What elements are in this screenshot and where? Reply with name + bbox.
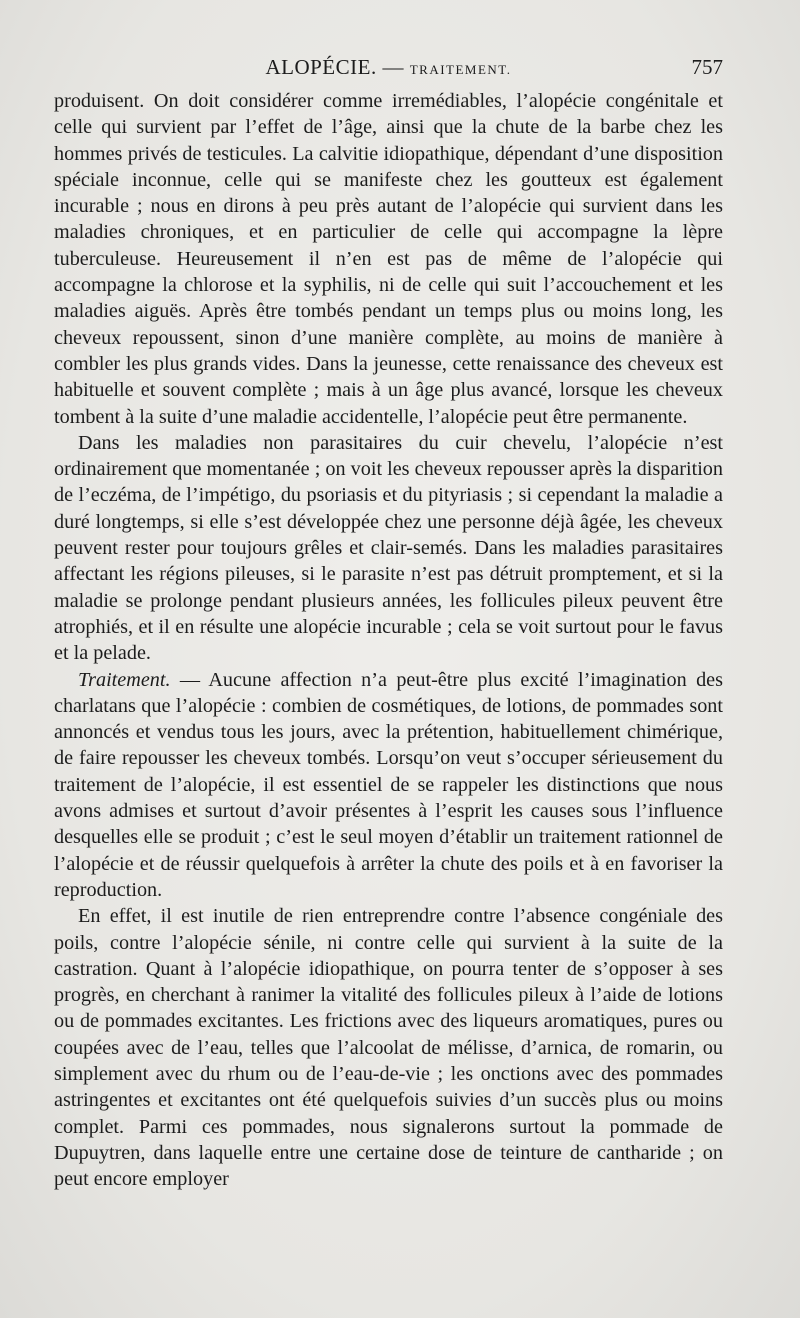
page-body: [54, 88, 723, 1192]
running-header: [54, 55, 723, 83]
paragraph-en-effet: En effet, il est inutile de rien entreprendre contre l’absence congéniale des poils, contre l’alopécie sénile, ni contre celle qui survient à la suite de la castration. Quant à l’alopécie idiopathique, on pourra tenter de s’opposer à ses progrès, en cherchant à ranimer la vitalité des follicules pileux à l’aide de lotions ou de pommades excitantes. Les frictions avec des liqueurs aromatiques, pures ou coupées avec de l’eau, telles que l’alcoolat de mélisse, d’arnica, de romarin, ou simplement avec du rhum ou de l’eau-de-vie ; les onctions avec des pommades astringentes et excitantes ont été quelquefois suivies d’un succès plus ou moins complet. Parmi ces pommades, nous signalerons surtout la pommade de Dupuytren, dans laquelle entre une certaine dose de teinture de cantharide ; on peut encore employer: [54, 905, 723, 1191]
header-dash: —: [382, 55, 404, 79]
running-title: [54, 55, 723, 80]
paragraph-continuation: produisent. On doit considérer comme irremédiables, l’alopécie congénitale et celle qui survient par l’effet de l’âge, ainsi que la chute de la barbe chez les hommes privés de testicules. La calvitie idiopathique, dépendant d’une disposition spéciale inconnue, celle qui se manifeste chez les goutteux est également incurable ; nous en dirons à peu près autant de l’alopécie qui survient dans les maladies chroniques, et en particulier de celle qui accompagne la lèpre tuberculeuse. Heureusement il n’en est pas de même de l’alopécie qui accompagne la chlorose et la syphilis, ni de celle qui suit l’accouchement et les maladies aiguës. Après être tombés pendant un temps plus ou moins long, les cheveux repoussent, sinon d’une manière complète, au moins de manière à combler les plus grands vides. Dans la jeunesse, cette renaissance des cheveux est habituelle et souvent complète ; mais à un âge plus avancé, lorsque les cheveux tombent à la suite d’une maladie accidentelle, l’alopécie peut être permanente.: [54, 90, 723, 428]
treatment-heading: Traitement.: [78, 668, 171, 691]
paragraph-non-parasitic: Dans les maladies non parasitaires du cuir chevelu, l’alopécie n’est ordinairement que momentanée ; on voit les cheveux repousser après la disparition de l’eczéma, de l’impétigo, du psoriasis et du pityriasis ; si cependant la maladie a duré longtemps, si elle s’est développée chez une personne déjà âgée, les cheveux peuvent rester pour toujours grêles et clair-semés. Dans les maladies parasitaires affectant les régions pileuses, si le parasite n’est pas détruit promptement, et si la maladie se prolonge pendant plusieurs années, les follicules pileux peuvent être atrophiés, et il en résulte une alopécie incurable ; cela se voit surtout pour le favus et la pelade.: [54, 431, 723, 665]
treatment-text: — Aucune affection n’a peut-être plus excité l’imagination des charlatans que l’alopécie : combien de cosmétiques, de lotions, de pommades sont annoncés et vendus tous les jours, avec la prétention, habituellement chimérique, de faire repousser les cheveux tombés. Lorsqu’on veut s’occuper sérieusement du traitement de l’alopécie, il est essentiel de se rappeler les distinctions que nous avons admises et surtout d’avoir présentes à l’esprit les causes sous l’influence desquelles elle se produit ; c’est le seul moyen d’établir un traitement rationnel de l’alopécie et de réussir quelquefois à arrêter la chute des poils et à en favoriser la reproduction.: [54, 668, 723, 901]
chapter-title: ALOPÉCIE.: [265, 55, 377, 79]
paragraph-treatment: [54, 667, 723, 904]
page-number: 757: [691, 55, 723, 79]
section-title: TRAITEMENT.: [409, 62, 512, 77]
